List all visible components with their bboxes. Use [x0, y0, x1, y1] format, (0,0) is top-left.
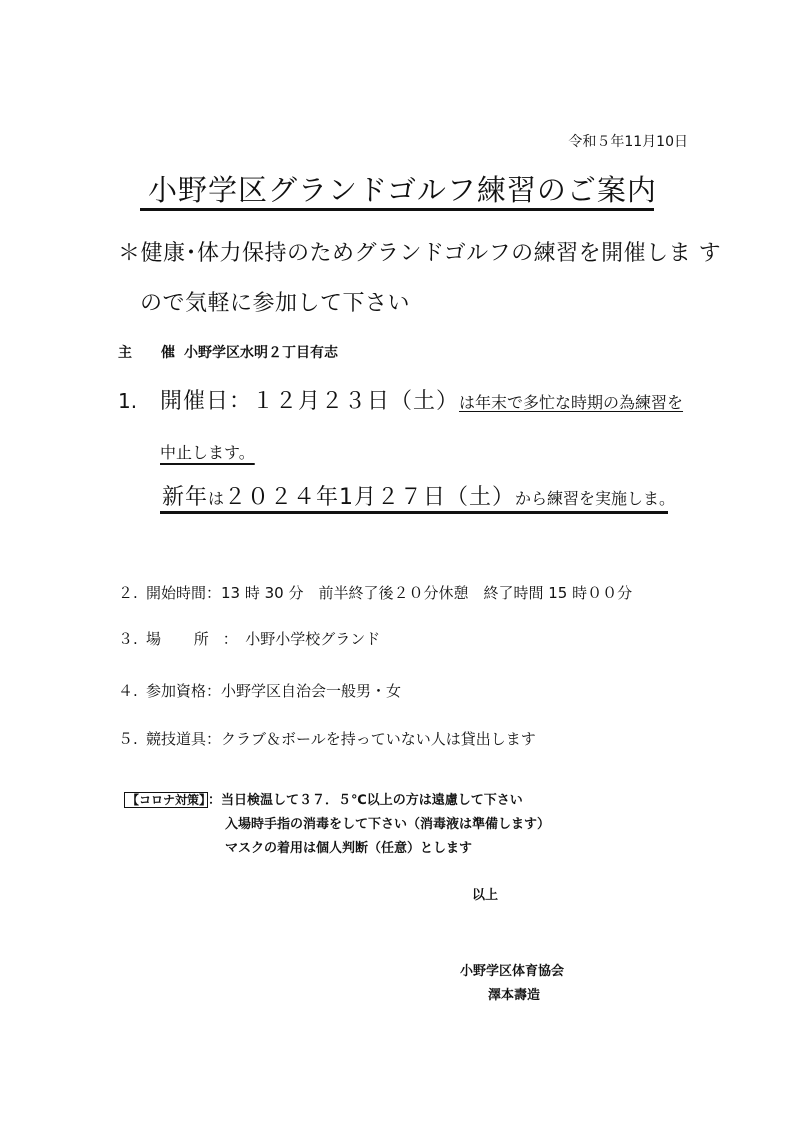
signature-person: 澤本壽造 — [488, 988, 541, 1003]
item-2-text: 開始時間：13 時 30 分 前半終了後２０分休憩 終了時間 15 時００分 — [146, 584, 633, 602]
corona-line-2: 入場時手指の消毒をして下さい（消毒液は準備します） — [225, 817, 551, 832]
item-1-note-2: 中止します。 — [160, 443, 255, 462]
page-title: 小野学区グランドゴルフ練習のご案内 — [148, 173, 657, 207]
item-3-number: ３. — [118, 630, 138, 648]
item-1-date: 開催日：１２月２３日（土） — [160, 389, 460, 414]
closing-mark: 以上 — [472, 888, 499, 903]
item-4 — [118, 680, 401, 701]
item-3-label: 場 所 — [146, 630, 223, 648]
item-1-new-small-1: は — [208, 489, 225, 508]
item-3 — [118, 628, 380, 649]
signature-association: 小野学区体育協会 — [460, 964, 565, 979]
intro-line-1: ＊健康･体力保持のためグランドゴルフの練習を開催しま す — [118, 241, 722, 266]
item-3-value: ： 小野小学校グランド — [222, 630, 381, 648]
organizer — [118, 342, 338, 362]
item-5-number: ５. — [118, 730, 138, 748]
item-1 — [118, 384, 683, 415]
item-1-new-small-2: から練習を実施しま。 — [515, 489, 676, 508]
item-2-number: ２. — [118, 584, 138, 602]
item-1-note: は年末で多忙な時期の為練習を — [459, 393, 684, 412]
corona-line-1 — [124, 789, 523, 808]
organizer-value: ：小野学区水明２丁目有志 — [170, 345, 338, 361]
organizer-label: 主 催 — [118, 345, 187, 361]
title-underline — [140, 208, 654, 211]
item-1-number: 1. — [118, 389, 138, 413]
corona-line-3: マスクの着用は個人判断（任意）とします — [225, 841, 473, 856]
intro-line-2: ので気軽に参加して下さい — [140, 291, 411, 316]
issue-date: 令和５年11月10日 — [568, 134, 688, 150]
item-1-new-year — [162, 480, 675, 511]
item-4-text: 参加資格：小野学区自治会一般男・女 — [146, 682, 402, 700]
item-2 — [118, 582, 632, 603]
new-year-underline — [160, 511, 668, 514]
item-5-text: 競技道具：クラブ＆ボールを持っていない人は貸出します — [146, 730, 536, 748]
item-1-new-prefix: 新年 — [162, 485, 209, 510]
item-5 — [118, 728, 536, 749]
item-1-new-date: ２０２４年1月２７日（土） — [224, 485, 516, 510]
corona-text-1: ：当日検温して３７．５℃以上の方は遠慮して下さい — [208, 793, 523, 808]
item-4-number: ４. — [118, 682, 138, 700]
corona-tag: 【コロナ対策】 — [124, 792, 208, 808]
